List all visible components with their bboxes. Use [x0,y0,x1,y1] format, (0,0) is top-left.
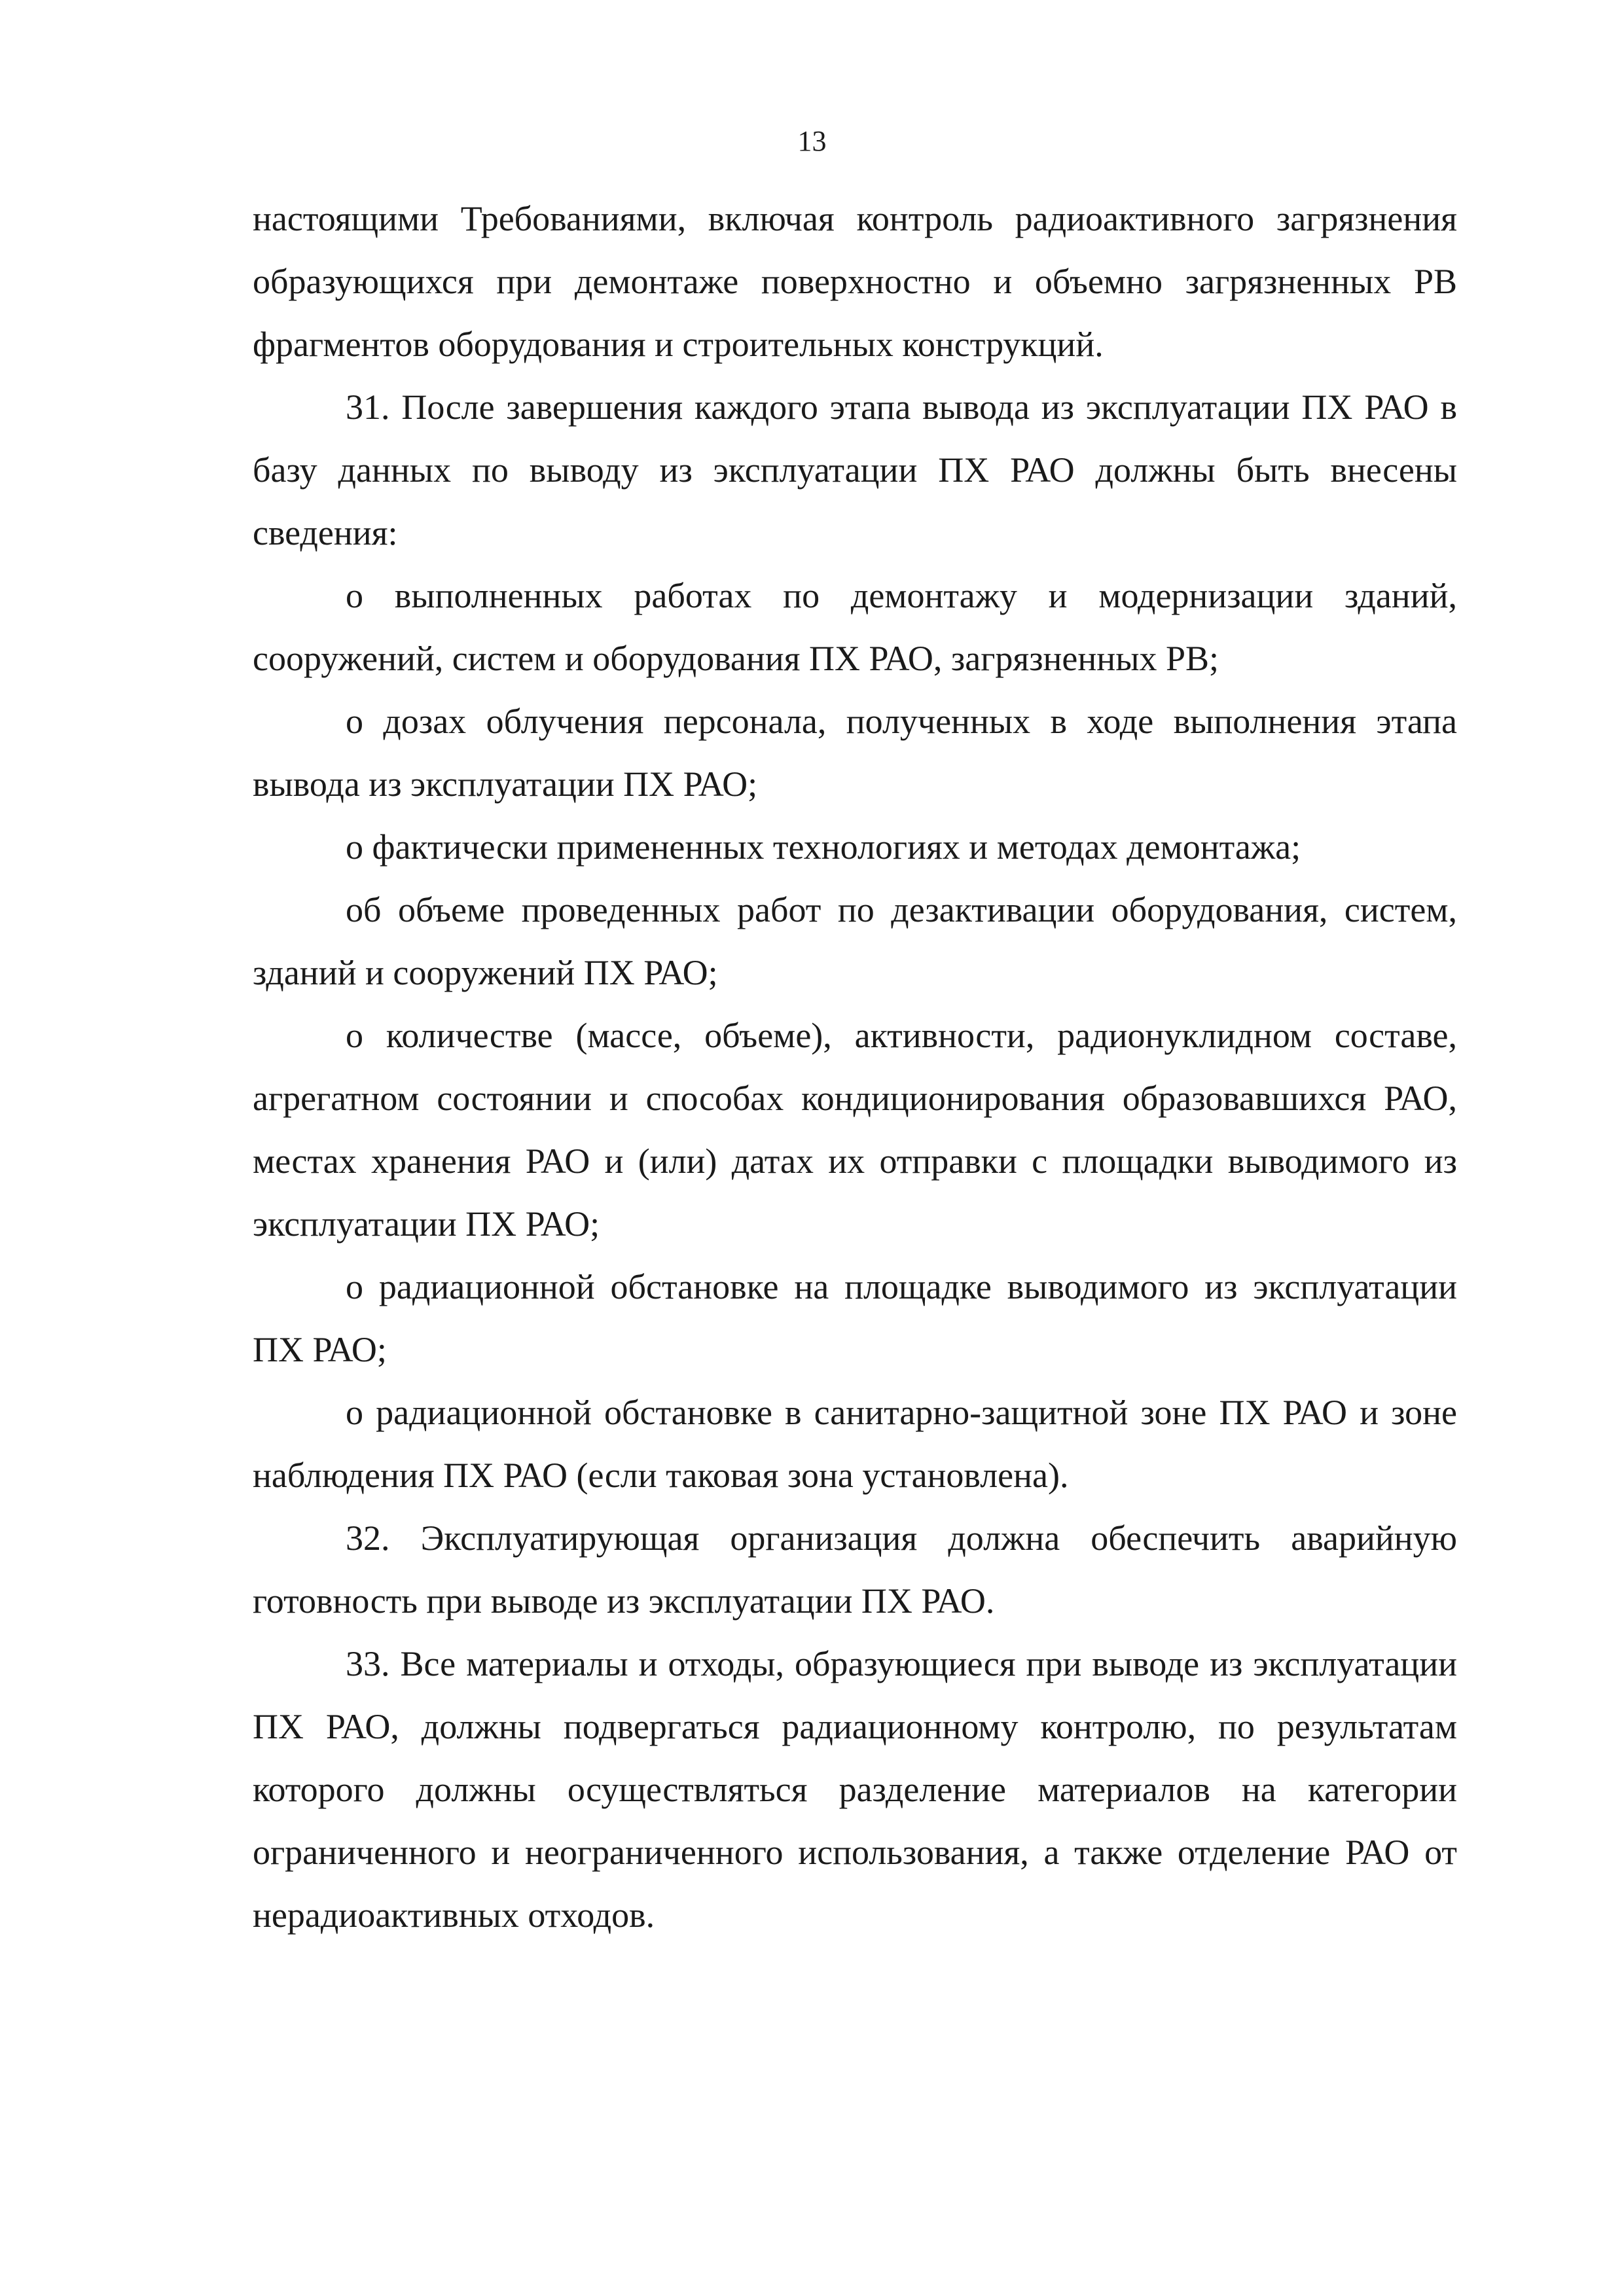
paragraph-32: 32. Эксплуатирующая организация должна обеспечить аварийную готовность при выводе из эксплуатации ПХ РАО. [253,1518,1457,1621]
list-item-technologies: о фактически примененных технологиях и методах демонтажа; [346,827,1301,867]
page-number: 13 [797,125,827,157]
list-item-personnel-doses: о дозах облучения персонала, полученных в ходе выполнения этапа вывода из эксплуатации ПХ РАО; [253,702,1457,804]
list-item-zone-radiation: о радиационной обстановке в санитарно-защитной зоне ПХ РАО и зоне наблюдения ПХ РАО (если таковая зона установлена). [253,1393,1457,1495]
paragraph-33: 33. Все материалы и отходы, образующиеся при выводе из эксплуатации ПХ РАО, должны подвергаться радиационному контролю, по результатам которого должны осуществляться разделение материалов на категории ограниченного и неограниченного использования, а также отделение РАО от нерадиоактивных отходов. [253,1644,1457,1935]
paragraph-31: 31. После завершения каждого этапа вывода из эксплуатации ПХ РАО в базу данных по выводу из эксплуатации ПХ РАО должны быть внесены сведения: [253,387,1457,552]
list-item-rao-quantity: о количестве (массе, объеме), активности, радионуклидном составе, агрегатном состоянии и способах кондиционирования образовавшихся РАО, местах хранения РАО и (или) датах их отправки с площадки выводимого из эксплуатации ПХ РАО; [253,1016,1457,1244]
list-item-site-radiation: о радиационной обстановке на площадке выводимого из эксплуатации ПХ РАО; [253,1267,1457,1369]
document-body [253,187,1457,1946]
list-item-dismantling-works: о выполненных работах по демонтажу и модернизации зданий, сооружений, систем и оборудования ПХ РАО, загрязненных РВ; [253,576,1457,678]
paragraph-continuation: настоящими Требованиями, включая контроль радиоактивного загрязнения образующихся при демонтаже поверхностно и объемно загрязненных РВ фрагментов оборудования и строительных конструкций. [253,199,1457,364]
list-item-decontamination: об объеме проведенных работ по дезактивации оборудования, систем, зданий и сооружений ПХ РАО; [253,890,1457,992]
